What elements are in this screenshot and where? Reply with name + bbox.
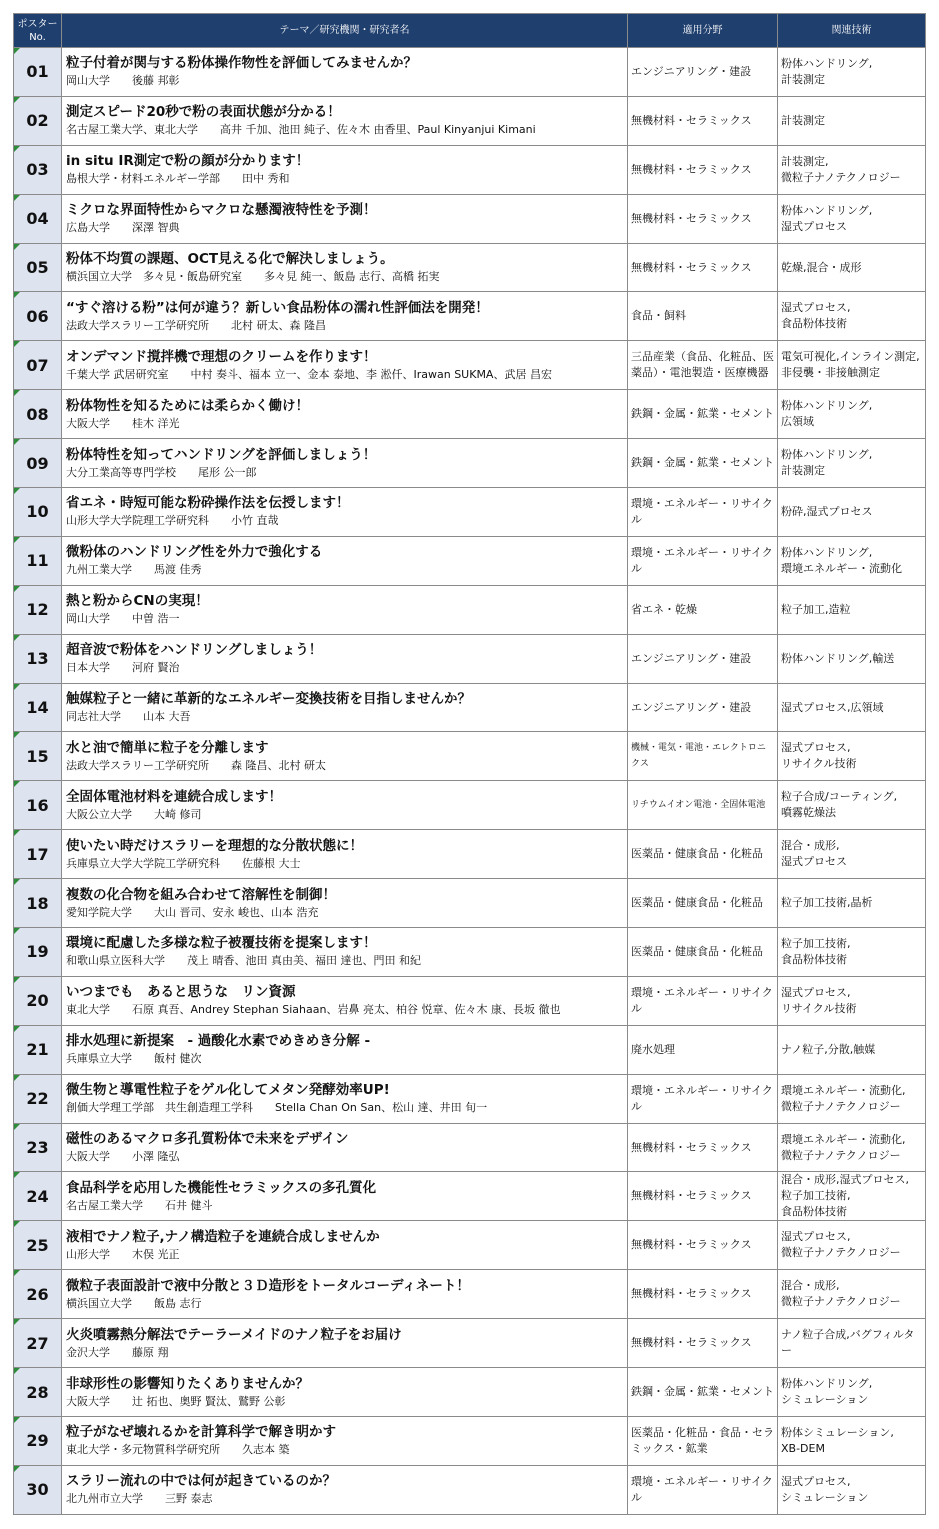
poster-number: 03 xyxy=(14,145,62,194)
poster-title: 磁性のあるマクロ多孔質粉体で未来をデザイン xyxy=(66,1131,349,1148)
related-technology: 粒子加工技術, 食品粉体技術 xyxy=(778,928,926,977)
application-field: 無機材料・セラミックス xyxy=(628,1123,778,1172)
poster-title: オンデマンド撹拌機で理想のクリームを作ります！ xyxy=(66,348,377,365)
related-technology: 粉体ハンドリング, シミュレーション xyxy=(778,1368,926,1417)
theme-cell xyxy=(62,1417,628,1466)
poster-number: 30 xyxy=(14,1465,62,1514)
table-row xyxy=(14,194,926,243)
application-field: 無機材料・セラミックス xyxy=(628,194,778,243)
poster-title: 非球形性の影響知りたくありませんか？ xyxy=(66,1375,309,1392)
application-field: 環境・エネルギー・リサイクル xyxy=(628,536,778,585)
table-row xyxy=(14,292,926,341)
poster-title: 測定スピード20秒で粉の表面状態が分かる！ xyxy=(66,104,341,121)
related-technology: 湿式プロセス, 食品粉体技術 xyxy=(778,292,926,341)
poster-authors: 和歌山県立医科大学 茂上 晴香、池田 真由美、福田 達也、門田 和紀 xyxy=(66,954,421,968)
application-field: 無機材料・セラミックス xyxy=(628,243,778,292)
table-row xyxy=(14,48,926,97)
theme-cell xyxy=(62,292,628,341)
poster-number: 09 xyxy=(14,439,62,488)
theme-cell xyxy=(62,781,628,830)
poster-authors: 愛知学院大学 大山 晋司、安永 峻也、山本 浩充 xyxy=(66,905,319,919)
related-technology: 粉体ハンドリング,輸送 xyxy=(778,634,926,683)
table-row xyxy=(14,341,926,390)
table-row xyxy=(14,536,926,585)
table-row xyxy=(14,390,926,439)
theme-cell xyxy=(62,145,628,194)
poster-title: 粉体不均質の課題、OCT見える化で解決しましょう。 xyxy=(66,251,394,267)
related-technology: 湿式プロセス, リサイクル技術 xyxy=(778,976,926,1025)
related-technology: 乾燥,混合・成形 xyxy=(778,243,926,292)
related-technology: 粒子加工技術,晶析 xyxy=(778,879,926,928)
related-technology: 湿式プロセス, シミュレーション xyxy=(778,1465,926,1514)
application-field: 機械・電気・電池・エレクトロニクス xyxy=(628,732,778,781)
poster-title: 複数の化合物を組み合わせて溶解性を制御！ xyxy=(66,886,336,903)
related-technology: 湿式プロセス,広領域 xyxy=(778,683,926,732)
poster-authors: 創価大学理工学部 共生創造理工学科 Stella Chan On San、松山 達、井田 旬一 xyxy=(66,1101,488,1115)
poster-title: 粒子がなぜ壊れるかを計算科学で解き明かす xyxy=(66,1424,336,1441)
poster-title: ミクロな界面特性からマクロな懸濁液特性を予測！ xyxy=(66,202,377,219)
poster-title: 粉体物性を知るためには柔らかく働け！ xyxy=(66,397,309,414)
poster-number: 07 xyxy=(14,341,62,390)
application-field: 食品・飼料 xyxy=(628,292,778,341)
header-field: 適用分野 xyxy=(628,14,778,48)
poster-number: 19 xyxy=(14,928,62,977)
table-row xyxy=(14,830,926,879)
poster-authors: 横浜国立大学 多々見・飯島研究室 多々見 純一、飯島 志行、高橋 拓実 xyxy=(66,270,440,283)
poster-number: 17 xyxy=(14,830,62,879)
poster-title: 火炎噴霧熱分解法でテーラーメイドのナノ粒子をお届け xyxy=(66,1326,402,1343)
application-field: 鉄鋼・金属・鉱業・セメント xyxy=(628,439,778,488)
theme-cell xyxy=(62,243,628,292)
table-row xyxy=(14,96,926,145)
related-technology: 環境エネルギー・流動化, 微粒子ナノテクノロジー xyxy=(778,1074,926,1123)
poster-number: 24 xyxy=(14,1172,62,1221)
poster-number: 06 xyxy=(14,292,62,341)
application-field: 無機材料・セラミックス xyxy=(628,145,778,194)
poster-title: 触媒粒子と一緒に革新的なエネルギー変換技術を目指しませんか？ xyxy=(66,691,471,708)
application-field: 無機材料・セラミックス xyxy=(628,1221,778,1270)
related-technology: 粒子合成/コーティング, 噴霧乾燥法 xyxy=(778,781,926,830)
theme-cell xyxy=(62,536,628,585)
table-row xyxy=(14,1221,926,1270)
table-row xyxy=(14,1123,926,1172)
theme-cell xyxy=(62,634,628,683)
table-row xyxy=(14,145,926,194)
application-field: 医薬品・健康食品・化粧品 xyxy=(628,879,778,928)
poster-authors: 横浜国立大学 飯島 志行 xyxy=(66,1296,202,1310)
poster-authors: 山形大学 木俣 光正 xyxy=(66,1247,180,1261)
theme-cell xyxy=(62,1368,628,1417)
poster-authors: 法政大学スラリー工学研究所 森 隆昌、北村 研太 xyxy=(66,758,326,772)
theme-cell xyxy=(62,1123,628,1172)
related-technology: 混合・成形, 湿式プロセス xyxy=(778,830,926,879)
application-field: 環境・エネルギー・リサイクル xyxy=(628,1465,778,1514)
poster-authors: 兵庫県立大学大学院工学研究科 佐藤根 大士 xyxy=(66,856,301,870)
poster-title: 微粉体のハンドリング性を外力で強化する xyxy=(66,544,323,561)
poster-title: 微生物と導電性粒子をゲル化してメタン発酵効率UP! xyxy=(66,1082,390,1099)
theme-cell xyxy=(62,879,628,928)
poster-title: いつまでも あると思うな リン資源 xyxy=(66,984,296,1001)
poster-authors: 名古屋工業大学、東北大学 高井 千加、池田 純子、佐々木 由香里、Paul Kinyanjui Kimani xyxy=(66,123,536,137)
header-theme: テーマ／研究機関・研究者名 xyxy=(62,14,628,48)
theme-cell xyxy=(62,830,628,879)
application-field: 鉄鋼・金属・鉱業・セメント xyxy=(628,1368,778,1417)
poster-authors: 大阪公立大学 大崎 修司 xyxy=(66,807,202,821)
poster-number: 02 xyxy=(14,96,62,145)
application-field: 無機材料・セラミックス xyxy=(628,1270,778,1319)
related-technology: 粉体ハンドリング, 湿式プロセス xyxy=(778,194,926,243)
related-technology: 環境エネルギー・流動化, 微粒子ナノテクノロジー xyxy=(778,1123,926,1172)
theme-cell xyxy=(62,48,628,97)
theme-cell xyxy=(62,928,628,977)
related-technology: 計装測定, 微粒子ナノテクノロジー xyxy=(778,145,926,194)
poster-authors: 兵庫県立大学 飯村 健次 xyxy=(66,1052,202,1066)
poster-number: 12 xyxy=(14,585,62,634)
poster-title: 排水処理に新提案 - 過酸化水素でめきめき分解 - xyxy=(66,1033,371,1050)
theme-cell xyxy=(62,585,628,634)
poster-number: 14 xyxy=(14,683,62,732)
poster-title: in situ IR測定で粉の顔が分かります！ xyxy=(66,153,310,170)
table-row xyxy=(14,488,926,537)
poster-authors: 大阪大学 桂木 洋光 xyxy=(66,416,180,430)
application-field: 環境・エネルギー・リサイクル xyxy=(628,488,778,537)
theme-cell xyxy=(62,1221,628,1270)
poster-title: 超音波で粉体をハンドリングしましょう！ xyxy=(66,642,323,659)
poster-title: 全固体電池材料を連続合成します！ xyxy=(66,788,282,805)
poster-table xyxy=(13,13,926,1515)
poster-number: 01 xyxy=(14,48,62,97)
table-row xyxy=(14,683,926,732)
related-technology: 混合・成形, 微粒子ナノテクノロジー xyxy=(778,1270,926,1319)
related-technology: 湿式プロセス, リサイクル技術 xyxy=(778,732,926,781)
poster-authors: 北九州市立大学 三野 泰志 xyxy=(66,1492,213,1506)
theme-cell xyxy=(62,732,628,781)
application-field: 無機材料・セラミックス xyxy=(628,1319,778,1368)
theme-cell xyxy=(62,1465,628,1514)
poster-authors: 大分工業高等専門学校 尾形 公一郎 xyxy=(66,465,257,479)
application-field: エンジニアリング・建設 xyxy=(628,634,778,683)
theme-cell xyxy=(62,1074,628,1123)
related-technology: 粉体シミュレーション, XB-DEM xyxy=(778,1417,926,1466)
poster-title: 熱と粉からCNの実現！ xyxy=(66,593,209,610)
poster-title: 水と油で簡単に粒子を分離します xyxy=(66,739,269,756)
poster-authors: 広島大学 深澤 智典 xyxy=(66,221,180,235)
table-row xyxy=(14,585,926,634)
poster-authors: 同志社大学 山本 大吾 xyxy=(66,710,191,724)
poster-number: 20 xyxy=(14,976,62,1025)
application-field: エンジニアリング・建設 xyxy=(628,683,778,732)
header-row xyxy=(14,14,926,48)
table-row xyxy=(14,1319,926,1368)
table-row xyxy=(14,243,926,292)
related-technology: 混合・成形,湿式プロセス, 粒子加工技術, 食品粉体技術 xyxy=(778,1172,926,1221)
theme-cell xyxy=(62,1319,628,1368)
poster-number: 21 xyxy=(14,1025,62,1074)
related-technology: 電気可視化,インライン測定,非侵襲・非接触測定 xyxy=(778,341,926,390)
header-tech: 関連技術 xyxy=(778,14,926,48)
related-technology: 粉体ハンドリング, 計装測定 xyxy=(778,439,926,488)
poster-number: 29 xyxy=(14,1417,62,1466)
application-field: 鉄鋼・金属・鉱業・セメント xyxy=(628,390,778,439)
poster-number: 04 xyxy=(14,194,62,243)
table-row xyxy=(14,439,926,488)
table-row xyxy=(14,1172,926,1221)
poster-authors: 大阪大学 小澤 隆弘 xyxy=(66,1150,180,1164)
related-technology: 粉体ハンドリング, 計装測定 xyxy=(778,48,926,97)
application-field: 省エネ・乾燥 xyxy=(628,585,778,634)
application-field: リチウムイオン電池・全固体電池 xyxy=(628,781,778,830)
theme-cell xyxy=(62,96,628,145)
poster-title: 粉体特性を知ってハンドリングを評価しましょう！ xyxy=(66,446,377,463)
poster-authors: 山形大学大学院理工学研究科 小竹 直哉 xyxy=(66,514,279,528)
table-row xyxy=(14,781,926,830)
poster-number: 22 xyxy=(14,1074,62,1123)
poster-authors: 岡山大学 中曽 浩一 xyxy=(66,612,180,626)
table-row xyxy=(14,879,926,928)
poster-number: 18 xyxy=(14,879,62,928)
related-technology: 粉砕,湿式プロセス xyxy=(778,488,926,537)
poster-title: 環境に配慮した多様な粒子被覆技術を提案します！ xyxy=(66,935,377,952)
table-row xyxy=(14,928,926,977)
poster-title: 省エネ・時短可能な粉砕操作法を伝授します！ xyxy=(66,495,350,512)
related-technology: 粒子加工,造粒 xyxy=(778,585,926,634)
application-field: 医薬品・化粧品・食品・セラミックス・鉱業 xyxy=(628,1417,778,1466)
related-technology: ナノ粒子合成,バグフィルター xyxy=(778,1319,926,1368)
header-no: ポスター No. xyxy=(14,14,62,48)
theme-cell xyxy=(62,1025,628,1074)
poster-authors: 島根大学・材料エネルギー学部 田中 秀和 xyxy=(66,172,290,186)
theme-cell xyxy=(62,488,628,537)
poster-number: 16 xyxy=(14,781,62,830)
poster-number: 10 xyxy=(14,488,62,537)
related-technology: 計装測定 xyxy=(778,96,926,145)
table-row xyxy=(14,976,926,1025)
poster-title: 微粒子表面設計で液中分散と３Ｄ造形をトータルコーディネート！ xyxy=(66,1277,470,1294)
poster-number: 13 xyxy=(14,634,62,683)
poster-title: 液相でナノ粒子,ナノ構造粒子を連続合成しませんか xyxy=(66,1228,380,1245)
poster-authors: 金沢大学 藤原 翔 xyxy=(66,1345,169,1359)
poster-number: 11 xyxy=(14,536,62,585)
table-row xyxy=(14,1270,926,1319)
theme-cell xyxy=(62,976,628,1025)
related-technology: 粉体ハンドリング, 広領域 xyxy=(778,390,926,439)
poster-number: 08 xyxy=(14,390,62,439)
poster-number: 26 xyxy=(14,1270,62,1319)
theme-cell xyxy=(62,341,628,390)
related-technology: 湿式プロセス, 微粒子ナノテクノロジー xyxy=(778,1221,926,1270)
poster-number: 23 xyxy=(14,1123,62,1172)
application-field: エンジニアリング・建設 xyxy=(628,48,778,97)
application-field: 医薬品・健康食品・化粧品 xyxy=(628,928,778,977)
table-row xyxy=(14,732,926,781)
application-field: 無機材料・セラミックス xyxy=(628,1172,778,1221)
theme-cell xyxy=(62,439,628,488)
theme-cell xyxy=(62,683,628,732)
poster-title: 食品科学を応用した機能性セラミックスの多孔質化 xyxy=(66,1179,377,1196)
poster-authors: 名古屋工業大学 石井 健斗 xyxy=(66,1198,213,1212)
application-field: 環境・エネルギー・リサイクル xyxy=(628,1074,778,1123)
table-row xyxy=(14,1417,926,1466)
application-field: 医薬品・健康食品・化粧品 xyxy=(628,830,778,879)
related-technology: 粉体ハンドリング, 環境エネルギー・流動化 xyxy=(778,536,926,585)
poster-number: 15 xyxy=(14,732,62,781)
theme-cell xyxy=(62,390,628,439)
application-field: 三品産業（食品、化粧品、医薬品）・電池製造・医療機器 xyxy=(628,341,778,390)
poster-title: 使いたい時だけスラリーを理想的な分散状態に！ xyxy=(66,837,363,854)
table-row xyxy=(14,1074,926,1123)
poster-authors: 法政大学スラリー工学研究所 北村 研太、森 隆昌 xyxy=(66,318,326,332)
application-field: 環境・エネルギー・リサイクル xyxy=(628,976,778,1025)
poster-number: 05 xyxy=(14,243,62,292)
table-row xyxy=(14,1368,926,1417)
poster-authors: 岡山大学 後藤 邦彰 xyxy=(66,74,180,88)
table-row xyxy=(14,1465,926,1514)
poster-authors: 日本大学 河府 賢治 xyxy=(66,661,180,675)
theme-cell xyxy=(62,1270,628,1319)
poster-authors: 九州工業大学 馬渡 佳秀 xyxy=(66,563,202,577)
application-field: 無機材料・セラミックス xyxy=(628,96,778,145)
poster-title: 粒子付着が関与する粉体操作物性を評価してみませんか？ xyxy=(66,55,417,72)
application-field: 廃水処理 xyxy=(628,1025,778,1074)
poster-title: スラリー流れの中では何が起きているのか？ xyxy=(66,1473,336,1490)
theme-cell xyxy=(62,1172,628,1221)
related-technology: ナノ粒子,分散,触媒 xyxy=(778,1025,926,1074)
poster-authors: 東北大学 石原 真吾、Andrey Stephan Siahaan、岩鼻 亮太、柏谷 悦章、佐々木 康、長坂 徹也 xyxy=(66,1003,561,1017)
poster-number: 25 xyxy=(14,1221,62,1270)
poster-number: 28 xyxy=(14,1368,62,1417)
theme-cell xyxy=(62,194,628,243)
poster-authors: 東北大学・多元物質科学研究所 久志本 築 xyxy=(66,1443,290,1457)
table-row xyxy=(14,1025,926,1074)
table-row xyxy=(14,634,926,683)
poster-number: 27 xyxy=(14,1319,62,1368)
poster-authors: 大阪大学 辻 拓也、奥野 賢汰、鷲野 公彰 xyxy=(66,1394,286,1408)
poster-title: “すぐ溶ける粉”は何が違う？新しい食品粉体の濡れ性評価法を開発！ xyxy=(66,299,489,316)
poster-authors: 千葉大学 武居研究室 中村 奏斗、福本 立一、金本 泰地、李 淞仟、Irawan SUKMA、武居 昌宏 xyxy=(66,367,552,381)
